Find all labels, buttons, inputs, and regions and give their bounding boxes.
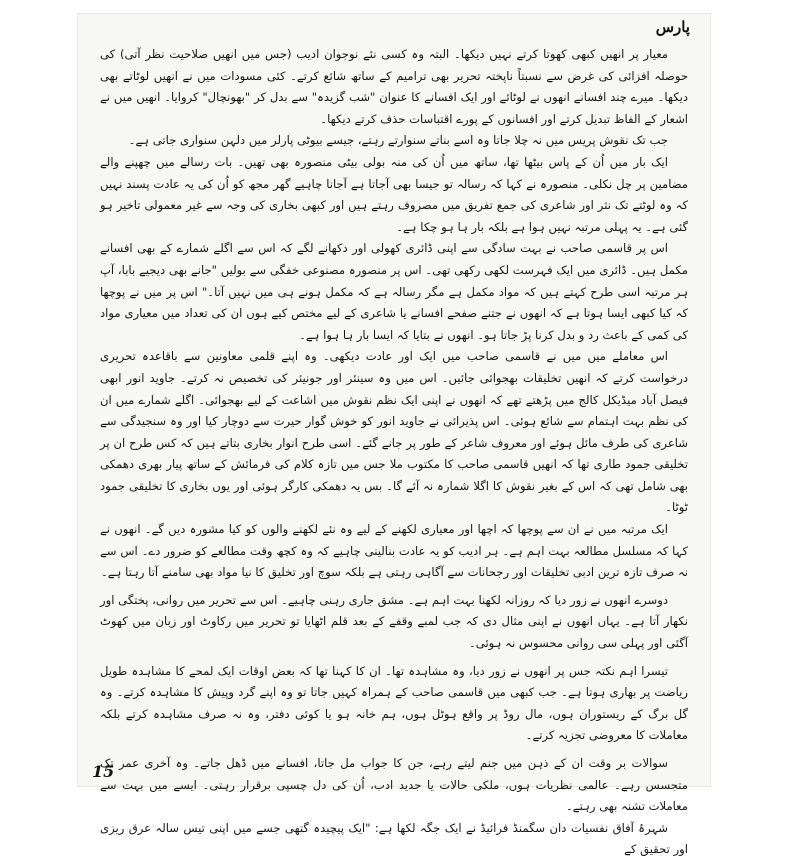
- paragraph: ایک بار میں اُن کے پاس بیٹھا تھا، ساتھ میں اُن کی منہ بولی بیٹی منصورہ بھی تھیں۔ بات رسالے میں چھپنے والے مضامین پر چل نکلی۔ منصورہ نے کہا کہ رسالہ تو جیسا بھی آجاتا ہے آجانا چاہیے گھر مجھ کو اُن کی یہ عادت پسند نہیں کہ وہ لوٹتے تک نثر اور شاعری کی جمع تفریق میں مصروف رہتے ہیں اور کبھی بخاری کی وجہ سے غیر معمولی تاخیر ہو گئی ہے۔ یہ پہلی مرتبہ نہیں ہوا ہے بلکہ بار ہا ہو چکا ہے۔: [100, 154, 688, 234]
- paragraph: معیار پر انھیں کبھی کھوتا کرتے نہیں دیکھا۔ البتہ وہ کسی نئے نوجوان ادیب (جس میں انھیں صلاحیت نظر آتی) کی حوصلہ افزائی کی غرض سے نسبتاً ناپختہ تحریر بھی ترامیم کے ساتھ شائع کرتے۔ کئی مسودات میں نے انھیں لوٹاتے بھی دیکھا۔ میرے چند افسانے انھوں نے لوٹائے اور ایک افسانے کا عنوان "شب گزیدہ" سے بدل کر "بھونچال" کروایا۔ انھیں میں نے اشعار کے الفاظ تبدیل کرتے اور افسانوں کے پورے اقتباسات حذف کرتے دیکھا۔: [100, 47, 688, 126]
- paragraph: شہرۂ آفاق نفسیات دان سگمنڈ فرائیڈ نے ایک جگہ لکھا ہے: "ایک پیچیدہ گتھی جسے میں اپنی تیس سالہ عرق ریزی اور تحقیق کے: [100, 820, 688, 857]
- page-number: 15: [92, 762, 115, 781]
- paragraph: اس پر قاسمی صاحب نے بہت سادگی سے اپنی ڈائری کھولی اور دکھانے لگے کہ اس سے اگلے شمارے کے بھی افسانے مکمل ہیں۔ ڈائری میں ایک فہرست لکھی رکھی تھی۔ اس پر منصورہ مصنوعی خفگی سے بولیں "جانے بھی دیجیے بابا، آپ ہر مرتبہ اسی طرح کہتے ہیں کہ مواد مکمل ہے مگر رسالہ ہے کہ مکمل ہونے ہی میں نہیں آتا۔" اس پر میں نے پوچھا کہ کیا کبھی ایسا ہوتا ہے کہ انھوں نے جتنے صفحے افسانے یا شاعری کے لیے مختص کیے ہوں ان کی تعداد میں معیاری مواد کی کمی کے باعث رد و بدل کرنا پڑ جاتا ہو۔ انھوں نے بتایا کہ ایسا بار ہا ہوا ہے۔: [100, 241, 688, 342]
- paragraph: دوسرے انھوں نے زور دیا کہ روزانہ لکھنا بہت اہم ہے۔ مشق جاری رہنی چاہیے۔ اس سے تحریر میں روانی، پختگی اور نکھار آتا ہے۔ یہاں انھوں نے اپنی مثال دی کہ جب لمبے وقفے کے بعد قلم اٹھایا تو تحریر میں رکاوٹ اور زبان میں کھوٹ آگئی اور پہلی سی روانی محسوس نہ ہوئی۔: [100, 592, 688, 651]
- paragraph: سوالات بر وقت ان کے ذہن میں جنم لیتے رہے، جن کا جواب مل جاتا، افسانے میں ڈھل جاتے۔ وہ آخری عمر تک متجسس رہے۔ عالمی نظریات ہوں، ملکی حالات یا جدید ادب، اُن کی دل چسپی برقرار رہتی۔ ایسے میں بہت سے معاملات تشنہ بھی رہتے۔: [100, 756, 688, 814]
- paragraph: اس معاملے میں میں نے قاسمی صاحب میں ایک اور عادت دیکھی۔ وہ اپنے قلمی معاونین سے باقاعدہ تحریری درخواست کرتے کہ انھیں تخلیقات بھجوائی جائیں۔ اس میں وہ سینئر اور جونیئر کی تخصیص نہ کرتے۔ جاوید انور ابھی فیصل آباد میڈیکل کالج میں پڑھتے تھے کہ انھوں نے اپنی ایک نظم نقوش میں اشاعت کے لیے بھجوائی۔ اگلے شمارے میں ان کی نظم بہت اہتمام سے شائع ہوئی۔ اس پذیرائی نے جاوید انور کو خوش گوار حیرت سے دوچار کیا اور وہ سنجیدگی سے شاعری کی طرف مائل ہوئے اور معروف شاعر کے طور پر جانے گئے۔ اسی طرح انوار بخاری بتاتے ہیں کہ کس طرح ان پر تخلیقی جمود طاری تھا کہ انھیں قاسمی صاحب کا مکتوب ملا جس میں تازہ کلام کی فرمائش کے ساتھ پیار بھری دھمکی بھی شامل تھی کہ اس کے بغیر نقوش کا اگلا شمارہ نہ آئے گا۔ بس یہ دھمکی کارگر ہوئی اور یوں بخاری کا تخلیقی جمود ٹوٹا۔: [100, 349, 688, 515]
- paragraph: ایک مرتبہ میں نے ان سے پوچھا کہ اچھا اور معیاری لکھنے کے لیے وہ نئے لکھنے والوں کو کیا مشورہ دیں گے۔ انھوں نے کہا کہ مسلسل مطالعہ بہت اہم ہے۔ ہر ادیب کو یہ عادت بنالینی چاہیے کہ وہ کچھ وقت مطالعے کو ضرور دے۔ اس سے نہ صرف تازہ ترین ادبی تخلیقات اور رجحانات سے آگاہی رہتی ہے بلکہ سوچ اور تخلیق کا نیا مواد بھی سامنے آتا رہتا ہے۔: [100, 522, 688, 580]
- paragraph: تیسرا اہم نکتہ جس پر انھوں نے زور دیا، وہ مشاہدہ تھا۔ ان کا کہنا تھا کہ بعض اوقات ایک لمحے کا مشاہدہ طویل ریاضت پر بھاری ہوتا ہے۔ جب کبھی میں قاسمی صاحب کے ہمراہ کہیں جاتا تو وہ اپنے گرد وپیش کا مشاہدہ کرتے۔ وہ گل برگ کے ریستوران ہوں، مال روڈ پر واقع ہوٹل ہوں، ہم خانہ ہو یا کوئی دفتر، وہ نہ صرف مشاہدہ کرتے بلکہ معاملات کا معروضی تجزیہ کرتے۔: [100, 663, 688, 743]
- paragraph: جب تک نقوش پریس میں نہ چلا جاتا وہ اسے بناتے سنوارتے رہتے، جیسے بیوٹی پارلر میں دلہن سنواری جاتی ہے۔: [128, 133, 668, 148]
- running-header: پارس: [655, 18, 690, 36]
- body-text: [100, 44, 688, 861]
